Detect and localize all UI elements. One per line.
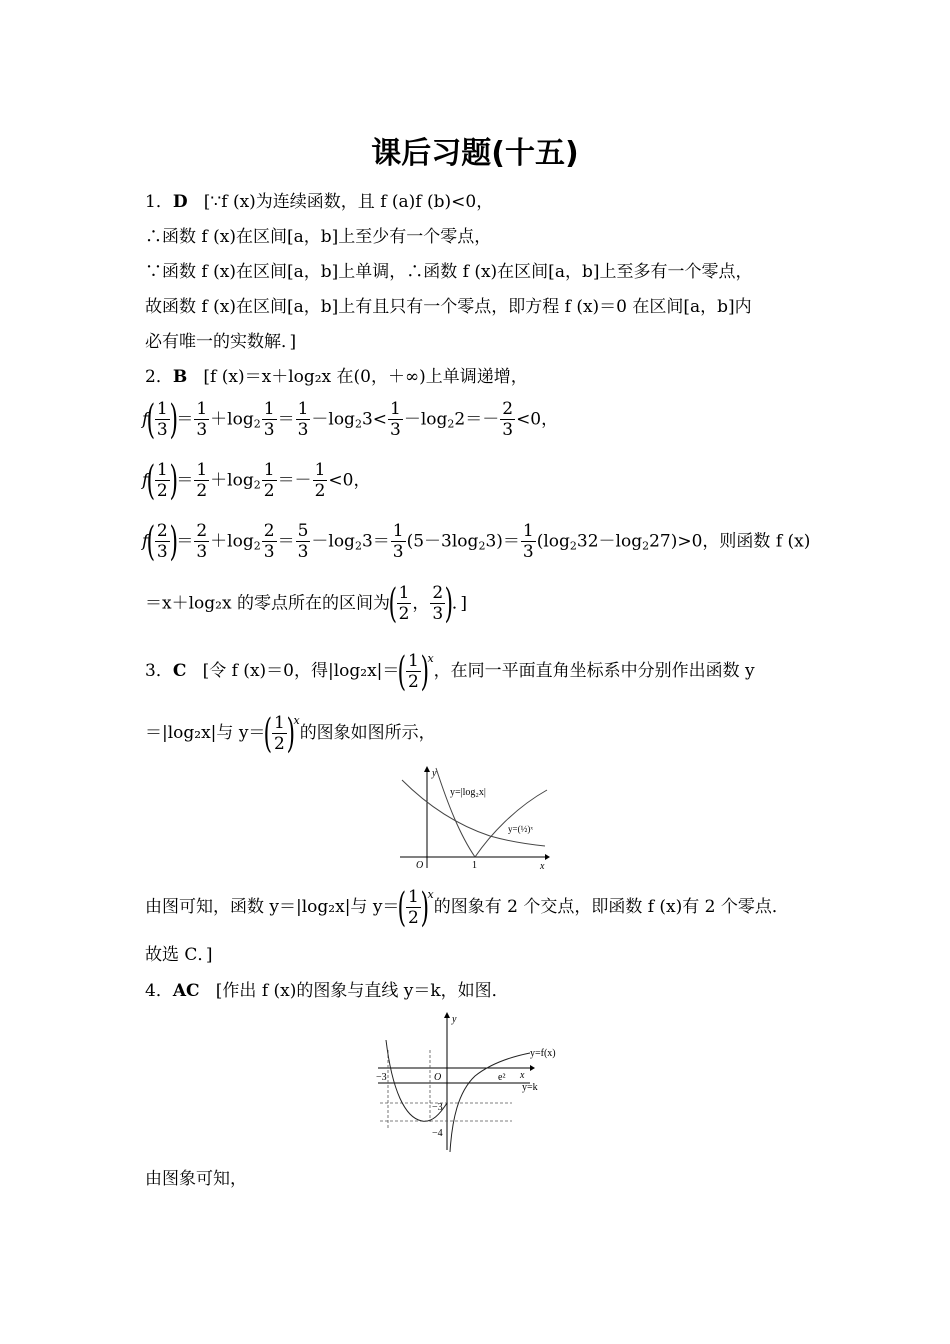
q4-line1 [145, 980, 509, 1002]
q2-number: 2． [145, 367, 173, 387]
q4-line2: 由图象可知， [145, 1169, 247, 1189]
q4-graph [370, 1010, 580, 1155]
q3-text-3b: 的图象有 2 个交点，即函数 f (x)有 2 个零点． [433, 897, 789, 917]
q2-tail-text: ，则函数 f (x) [702, 531, 811, 552]
q2-eq-f23: f( $\frac{2}{3}$ )＝ $\frac{2}{3}$ $+\log_2$ $\frac{2}{3}$ ＝ $\frac{5}{3}$ $-\log_23=$ $\frac{1}{3}$ $(5-3\log_23)=$ $\frac{1}{3}$ $(\log_232-\log_227)>0$，则函数 f (x) [142, 519, 811, 565]
q3-text-2b: 的图象如图所示， [299, 723, 436, 743]
q3-x-arrow [545, 854, 550, 860]
q3-curve2-label: y=(½)ˣ [508, 824, 533, 834]
q3-answer: C [172, 661, 187, 681]
q1-text-1: [∵f (x)为连续函数，且 f (a)f (b)<0， [203, 192, 494, 212]
q3-text-2a: ＝|log₂x|与 y＝ [145, 723, 266, 743]
q2-line4: ＝x＋log₂x 的零点所在的区间为( $\frac{1}{2}$ ， $\frac{2}{3}$ )．] [145, 581, 467, 627]
q4-y-label: y [452, 1014, 457, 1025]
q3-line2: ＝|log₂x|与 y＝( $\frac{1}{2}$ )$^x$的图象如图所示， [145, 710, 436, 757]
q3-text-3a: 由图可知，函数 y＝|log₂x|与 y＝ [145, 897, 400, 917]
q4-text-1: [作出 f (x)的图象与直线 y＝k，如图． [215, 981, 509, 1001]
q1-line1 [145, 191, 493, 213]
q2-answer: B [172, 367, 188, 387]
q2-text-4a: ＝x＋log₂x 的零点所在的区间为 [145, 593, 390, 614]
q3-line1: 3．C [令 f (x)＝0，得|log₂x|＝( $\frac{1}{2}$ )$^x$，在同一平面直角坐标系中分别作出函数 y [145, 648, 755, 695]
q4-x-arrow [530, 1065, 535, 1071]
page-title: 课后习题(十五) [371, 136, 579, 171]
q1-line5: 必有唯一的实数解．] [145, 332, 297, 352]
q2-line1 [145, 366, 528, 388]
q2-eq-f12: f( $\frac{1}{2}$ )＝ $\frac{1}{2}$ $+\log_2$ $\frac{1}{2}$ ＝－ $\frac{1}{2}$ <0， [142, 458, 371, 504]
q3-curve1-label: y=|log₂x| [450, 787, 486, 798]
q3-line4: 故选 C．] [145, 945, 213, 965]
q3-curve-abslog [436, 768, 547, 857]
q4-fx-label: y=f(x) [530, 1048, 556, 1059]
q3-x-label: x [540, 861, 545, 872]
q1-answer: D [172, 192, 188, 212]
q1-line2: ∴函数 f (x)在区间[a，b]上至少有一个零点， [145, 227, 492, 247]
q2-eq-f13: f( $\frac{1}{3}$ )＝ $\frac{1}{3}$ $+\log_2$ $\frac{1}{3}$ ＝ $\frac{1}{3}$ $-\log_23<$ $\frac{1}{3}$ $-\log_22=-$ $\frac{2}{3}$ <0， [142, 397, 559, 443]
q3-y-arrow [424, 766, 430, 772]
q1-line4: 故函数 f (x)在区间[a，b]上有且只有一个零点，即方程 f (x)＝0 在区间[a，b]内 [145, 297, 752, 317]
q3-y-label: y [432, 768, 437, 779]
q2-text-1: [f (x)＝x＋log₂x 在(0，＋∞)上单调递增， [203, 367, 528, 387]
q4-origin: O [434, 1072, 442, 1083]
q4-x-label: x [520, 1070, 525, 1081]
q4-neg4-y: −4 [432, 1128, 443, 1139]
q4-number: 4． [145, 981, 173, 1001]
q3-origin: O [416, 860, 424, 871]
q3-graph [390, 760, 560, 872]
q3-text-1a: [令 f (x)＝0，得|log₂x|＝ [202, 661, 400, 681]
q4-e2: e² [498, 1072, 506, 1083]
q3-line3: 由图可知，函数 y＝|log₂x|与 y＝( $\frac{1}{2}$ )$^x$的图象有 2 个交点，即函数 f (x)有 2 个零点． [145, 884, 789, 931]
q3-number: 3． [145, 661, 173, 681]
q3-text-1b: ，在同一平面直角坐标系中分别作出函数 y [433, 661, 755, 681]
q4-y-arrow [444, 1012, 450, 1018]
q4-answer: AC [172, 981, 200, 1001]
q4-neg3-x: −3 [376, 1072, 387, 1083]
q3-tick-one: 1 [472, 860, 477, 871]
q4-neg3-y: −3 [432, 1102, 443, 1113]
q2-text-4b: ．] [451, 593, 467, 614]
q1-line3: ∵函数 f (x)在区间[a，b]上单调，∴函数 f (x)在区间[a，b]上至多有一个零点， [145, 262, 753, 282]
q4-k-label: y=k [522, 1082, 538, 1093]
q1-number: 1． [145, 192, 173, 212]
